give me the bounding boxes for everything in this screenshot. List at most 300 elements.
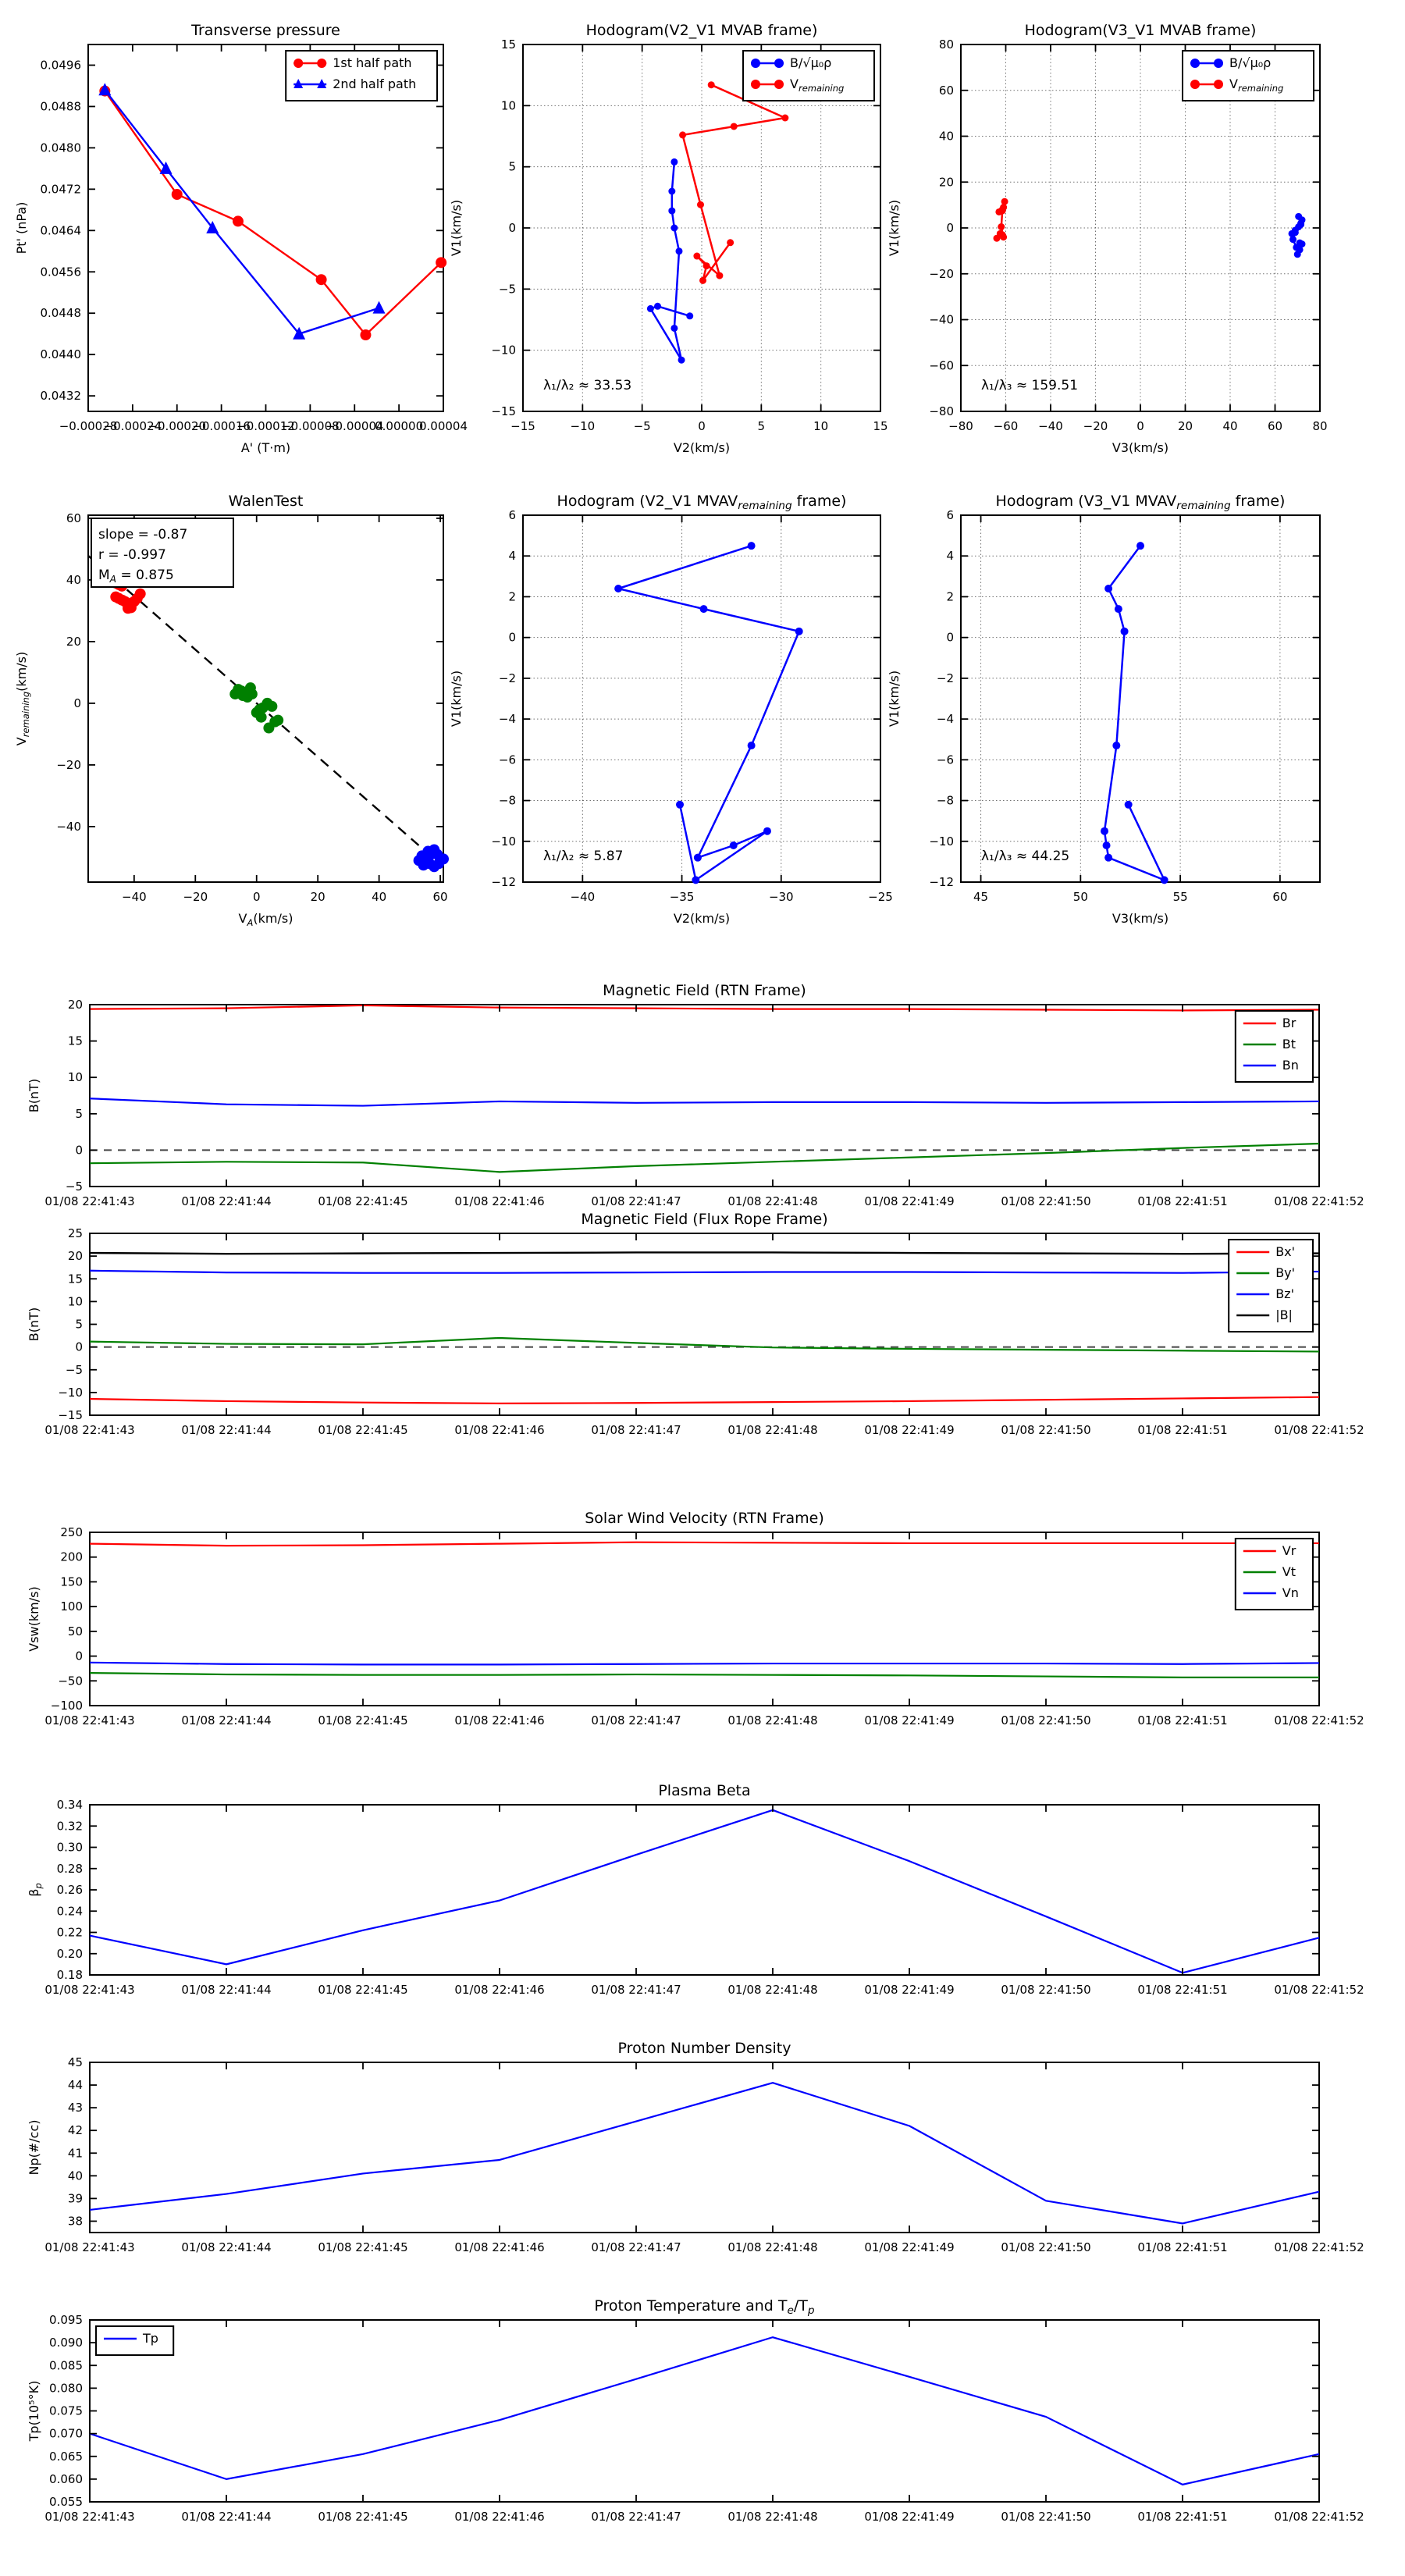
x-tick-label: −0.00012	[237, 419, 295, 433]
circle-marker	[763, 827, 771, 835]
y-tick-label: 0.20	[56, 1946, 83, 1961]
circle-marker	[676, 801, 684, 809]
x-tick-label: −40	[122, 890, 147, 904]
circle-marker	[1214, 59, 1223, 68]
plot-area	[90, 1233, 1319, 1415]
x-tick-label: 01/08 22:41:43	[44, 1194, 135, 1208]
y-tick-label: −4	[498, 712, 516, 727]
circle-marker	[781, 115, 788, 122]
x-tick-label: 01/08 22:41:43	[44, 1983, 135, 1997]
legend-box	[1229, 1240, 1313, 1332]
stats-line: slope = -0.87	[98, 527, 188, 543]
circle-marker	[316, 274, 327, 285]
chart-transverse-pressure	[6, 5, 514, 478]
x-tick-label: 01/08 22:41:43	[44, 1713, 135, 1727]
y-tick-label: −8	[498, 793, 516, 808]
circle-marker	[703, 262, 710, 269]
chart-hodogram-v2v1-mvav	[441, 476, 951, 948]
x-tick-label: 0	[698, 419, 706, 433]
x-tick-label: 01/08 22:41:50	[1001, 1194, 1091, 1208]
legend-label: $V_{remaining}$	[1229, 76, 1284, 94]
y-tick-label: 0	[508, 221, 516, 235]
y-tick-label: 0.075	[49, 2403, 83, 2418]
x-tick-label: 01/08 22:41:45	[318, 1713, 408, 1727]
legend-label: Vn	[1282, 1585, 1299, 1600]
y-tick-label: 4	[946, 549, 954, 564]
plot-area	[90, 2062, 1319, 2233]
y-tick-label: 0	[946, 221, 954, 235]
y-axis-label: $V_{remaining}(km/s)$	[14, 651, 31, 746]
chart-title: Proton Temperature and $T_e/T_p$	[594, 2297, 815, 2317]
x-tick-label: 01/08 22:41:44	[181, 1194, 272, 1208]
x-tick-label: 01/08 22:41:46	[454, 1983, 545, 1997]
y-tick-label: 0.30	[56, 1840, 83, 1855]
circle-marker	[716, 272, 723, 279]
chart-title: Magnetic Field (Flux Rope Frame)	[581, 1211, 828, 1228]
y-tick-label: 0.0496	[40, 58, 81, 73]
circle-marker	[730, 841, 738, 849]
x-tick-label: 01/08 22:41:47	[591, 1423, 681, 1437]
y-tick-label: 42	[67, 2123, 83, 2138]
chart-title: Hodogram (V3_V1 $MVAV_{remaining}$ frame)	[995, 493, 1286, 512]
legend-label: 2nd half path	[333, 76, 417, 91]
x-tick-label: 01/08 22:41:45	[318, 1423, 408, 1437]
y-tick-label: 0.0456	[40, 265, 81, 279]
x-tick-label: 01/08 22:41:44	[181, 2510, 272, 2524]
x-tick-label: 01/08 22:41:52	[1274, 2240, 1364, 2254]
y-tick-label: 43	[67, 2101, 83, 2115]
legend-label: Bx'	[1275, 1244, 1296, 1259]
chart-proton-temperature	[8, 2281, 1389, 2568]
circle-marker	[999, 206, 1006, 213]
x-tick-label: −0.00008	[281, 419, 340, 433]
y-tick-label: 200	[60, 1550, 83, 1564]
circle-marker	[998, 223, 1005, 230]
x-tick-label: 01/08 22:41:45	[318, 2510, 408, 2524]
x-tick-label: 01/08 22:41:46	[454, 2240, 545, 2254]
chart-title: Hodogram (V2_V1 $MVAV_{remaining}$ frame)	[557, 493, 847, 512]
y-tick-label: 60	[66, 511, 81, 525]
y-tick-label: 0.070	[49, 2426, 83, 2441]
x-tick-label: −20	[183, 890, 208, 904]
y-tick-label: −4	[936, 712, 954, 727]
y-tick-label: −6	[498, 753, 516, 767]
x-tick-label: 01/08 22:41:49	[864, 1713, 955, 1727]
chart-hodogram-v3v1-mvab	[879, 5, 1390, 478]
y-tick-label: 20	[66, 634, 81, 649]
x-tick-label: 80	[1312, 419, 1328, 433]
y-tick-label: −80	[929, 404, 954, 418]
x-tick-label: 01/08 22:41:43	[44, 1423, 135, 1437]
y-tick-label: 100	[60, 1599, 83, 1614]
x-tick-label: −5	[633, 419, 651, 433]
x-tick-label: 01/08 22:41:43	[44, 2240, 135, 2254]
x-tick-label: −30	[768, 890, 794, 904]
x-tick-label: 60	[1267, 419, 1283, 433]
y-tick-label: −5	[65, 1179, 83, 1194]
chart-title: Plasma Beta	[658, 1782, 751, 1799]
circle-marker	[1292, 229, 1299, 236]
x-tick-label: 50	[1072, 890, 1088, 904]
y-tick-label: 25	[67, 1226, 83, 1240]
y-tick-label: −12	[929, 875, 954, 889]
circle-marker	[774, 80, 784, 89]
x-tick-label: 01/08 22:41:45	[318, 1194, 408, 1208]
circle-marker	[1161, 876, 1168, 884]
x-tick-label: −0.00024	[103, 419, 162, 433]
circle-marker	[670, 158, 678, 165]
x-tick-label: 5	[757, 419, 766, 433]
y-tick-label: −20	[56, 757, 81, 772]
legend-label: By'	[1275, 1265, 1296, 1280]
lambda-annotation: λ₁/λ₃ ≈ 159.51	[981, 378, 1079, 393]
x-tick-label: 20	[310, 890, 325, 904]
x-tick-label: 60	[1272, 890, 1288, 904]
y-tick-label: 6	[508, 508, 516, 522]
x-tick-label: 01/08 22:41:52	[1274, 2510, 1364, 2524]
x-tick-label: 01/08 22:41:52	[1274, 1194, 1364, 1208]
y-tick-label: 0.0488	[40, 99, 81, 114]
chart-title: Hodogram(V2_V1 MVAB frame)	[585, 22, 818, 39]
circle-marker	[699, 277, 706, 284]
y-tick-label: 0	[73, 696, 81, 710]
y-tick-label: 20	[67, 998, 83, 1012]
x-tick-label: −0.00020	[148, 419, 207, 433]
legend-label: Tp	[143, 2331, 158, 2346]
x-tick-label: 01/08 22:41:48	[727, 1423, 818, 1437]
legend-box	[1236, 1011, 1313, 1082]
x-tick-label: 01/08 22:41:49	[864, 1423, 955, 1437]
x-tick-label: 0	[252, 890, 261, 904]
y-tick-label: 15	[500, 37, 516, 52]
y-tick-label: 10	[67, 1070, 83, 1085]
y-tick-label: −100	[50, 1699, 83, 1713]
y-tick-label: −5	[498, 282, 516, 297]
circle-marker	[748, 542, 756, 550]
chart-title: Proton Number Density	[617, 2040, 791, 2057]
y-tick-label: 20	[67, 1249, 83, 1264]
y-tick-label: 80	[938, 37, 954, 52]
y-tick-label: 4	[508, 549, 516, 564]
legend-label: Br	[1282, 1016, 1297, 1030]
chart-title: Transverse pressure	[191, 22, 340, 39]
y-tick-label: −8	[936, 793, 954, 808]
y-tick-label: 60	[938, 83, 954, 98]
circle-marker	[1121, 628, 1129, 635]
y-tick-label: 0	[946, 630, 954, 645]
y-tick-label: 0.0472	[40, 182, 81, 197]
x-tick-label: 01/08 22:41:50	[1001, 1983, 1091, 1997]
x-tick-label: −0.00016	[192, 419, 251, 433]
x-axis-label: V2(km/s)	[673, 440, 731, 455]
y-tick-label: 45	[67, 2055, 83, 2069]
plot-area	[90, 1805, 1319, 1975]
y-tick-label: 0.34	[56, 1798, 83, 1812]
x-tick-label: 01/08 22:41:45	[318, 1983, 408, 1997]
y-axis-label: V1(km/s)	[449, 670, 464, 728]
y-tick-label: 0	[75, 1649, 83, 1663]
chart-title: Solar Wind Velocity (RTN Frame)	[585, 1510, 824, 1527]
x-tick-label: −0.00028	[59, 419, 118, 433]
legend-label: Vr	[1282, 1543, 1297, 1558]
legend-label: Bt	[1282, 1037, 1297, 1051]
y-tick-label: −10	[491, 343, 516, 358]
x-tick-label: −40	[1038, 419, 1063, 433]
y-tick-label: −40	[56, 819, 81, 834]
x-tick-label: 01/08 22:41:50	[1001, 2240, 1091, 2254]
x-tick-label: 01/08 22:41:51	[1137, 2510, 1228, 2524]
circle-marker	[708, 81, 715, 88]
stats-line: $M_A = 0.875$	[98, 568, 174, 585]
circle-marker	[1190, 80, 1200, 89]
x-tick-label: 01/08 22:41:50	[1001, 2510, 1091, 2524]
y-tick-label: 50	[67, 1624, 83, 1638]
legend-box	[96, 2326, 173, 2355]
y-tick-label: 0.060	[49, 2471, 83, 2486]
y-axis-label: V1(km/s)	[887, 670, 902, 728]
lambda-annotation: λ₁/λ₃ ≈ 44.25	[981, 849, 1070, 864]
circle-marker	[1214, 80, 1223, 89]
y-tick-label: −50	[58, 1674, 83, 1688]
x-tick-label: 01/08 22:41:49	[864, 1983, 955, 1997]
plot-area	[90, 2320, 1319, 2502]
x-tick-label: 40	[1222, 419, 1238, 433]
circle-marker	[694, 854, 702, 862]
circle-marker	[1136, 542, 1144, 550]
circle-marker	[679, 131, 686, 138]
y-tick-label: 41	[67, 2146, 83, 2161]
y-tick-label: −6	[936, 753, 954, 767]
y-tick-label: 150	[60, 1574, 83, 1589]
circle-marker	[670, 325, 678, 332]
x-tick-label: 01/08 22:41:51	[1137, 1423, 1228, 1437]
x-tick-label: −0.00004	[325, 419, 384, 433]
y-tick-label: 2	[508, 589, 516, 604]
y-tick-label: 38	[67, 2214, 83, 2229]
circle-marker	[774, 59, 784, 68]
y-tick-label: 0	[75, 1340, 83, 1354]
x-tick-label: 0.00004	[418, 419, 468, 433]
circle-marker	[668, 208, 675, 215]
circle-marker	[1101, 827, 1108, 835]
scatter-point	[266, 701, 277, 712]
x-tick-label: −20	[1083, 419, 1108, 433]
y-tick-label: −2	[936, 671, 954, 685]
plot-area	[961, 515, 1320, 882]
x-tick-label: 01/08 22:41:47	[591, 2240, 681, 2254]
y-tick-label: −10	[58, 1385, 83, 1400]
y-tick-label: 40	[66, 572, 81, 587]
x-tick-label: 01/08 22:41:52	[1274, 1423, 1364, 1437]
y-tick-label: −12	[491, 875, 516, 889]
x-tick-label: 01/08 22:41:48	[727, 2240, 818, 2254]
circle-marker	[748, 742, 756, 749]
circle-marker	[1294, 251, 1301, 258]
x-tick-label: 01/08 22:41:49	[864, 1194, 955, 1208]
x-tick-label: −60	[993, 419, 1019, 433]
circle-marker	[1297, 221, 1304, 228]
chart-plasma-beta	[8, 1766, 1389, 2041]
circle-marker	[1295, 213, 1302, 220]
y-tick-label: 15	[67, 1272, 83, 1286]
y-tick-label: 0.32	[56, 1819, 83, 1834]
chart-title: Magnetic Field (RTN Frame)	[603, 982, 806, 999]
y-tick-label: 0.28	[56, 1861, 83, 1876]
circle-marker	[172, 189, 183, 200]
x-tick-label: 10	[813, 419, 829, 433]
x-axis-label: $V_A(km/s)$	[238, 911, 293, 928]
chart-title: WalenTest	[228, 493, 304, 510]
y-tick-label: 0.26	[56, 1883, 83, 1897]
x-tick-label: 40	[372, 890, 387, 904]
x-tick-label: 01/08 22:41:47	[591, 2510, 681, 2524]
y-tick-label: 0.055	[49, 2495, 83, 2509]
x-tick-label: 60	[432, 890, 448, 904]
x-tick-label: 45	[973, 890, 989, 904]
x-tick-label: 01/08 22:41:52	[1274, 1983, 1364, 1997]
y-tick-label: 0.085	[49, 2358, 83, 2373]
chart-proton-number-density	[8, 2023, 1389, 2299]
circle-marker	[1104, 854, 1112, 862]
x-tick-label: 01/08 22:41:46	[454, 1423, 545, 1437]
x-tick-label: 01/08 22:41:45	[318, 2240, 408, 2254]
scatter-point	[135, 589, 146, 600]
legend-box	[1236, 1539, 1313, 1610]
y-tick-label: 10	[500, 98, 516, 113]
stats-line: r = -0.997	[98, 547, 166, 563]
x-tick-label: 01/08 22:41:50	[1001, 1713, 1091, 1727]
chart-solar-wind-velocity	[8, 1493, 1389, 1772]
y-tick-label: −5	[65, 1362, 83, 1377]
x-tick-label: −80	[948, 419, 973, 433]
x-axis-label: V2(km/s)	[673, 911, 731, 926]
lambda-annotation: λ₁/λ₂ ≈ 5.87	[543, 849, 624, 864]
y-tick-label: 39	[67, 2191, 83, 2206]
y-tick-label: −2	[498, 671, 516, 685]
chart-hodogram-v3v1-mvav	[879, 476, 1390, 948]
y-tick-label: 10	[67, 1294, 83, 1309]
y-tick-label: 2	[946, 589, 954, 604]
y-tick-label: 0.090	[49, 2336, 83, 2350]
circle-marker	[693, 253, 700, 260]
y-axis-label: Pt' (nPa)	[14, 201, 29, 254]
y-tick-label: 0.0440	[40, 347, 81, 362]
circle-marker	[692, 876, 699, 884]
y-tick-label: −15	[58, 1408, 83, 1422]
y-axis-label: V1(km/s)	[449, 199, 464, 257]
x-tick-label: 01/08 22:41:52	[1274, 1713, 1364, 1727]
circle-marker	[1001, 198, 1008, 205]
x-axis-label: A' (T·m)	[240, 440, 291, 455]
circle-marker	[675, 247, 682, 254]
circle-marker	[1115, 605, 1122, 613]
y-tick-label: 0.095	[49, 2313, 83, 2327]
x-tick-label: 01/08 22:41:46	[454, 2510, 545, 2524]
legend-label: Vt	[1282, 1564, 1297, 1579]
y-tick-label: 0.18	[56, 1968, 83, 1982]
x-tick-label: 01/08 22:41:46	[454, 1194, 545, 1208]
y-axis-label: $\beta_p$	[27, 1883, 44, 1897]
y-tick-label: 0.22	[56, 1925, 83, 1940]
y-tick-label: 0.24	[56, 1904, 83, 1919]
x-tick-label: −25	[868, 890, 893, 904]
legend-label: B/√μ₀ρ	[1229, 55, 1272, 70]
legend-label: B/√μ₀ρ	[790, 55, 832, 70]
y-tick-label: 44	[67, 2078, 83, 2093]
circle-marker	[654, 303, 661, 310]
y-tick-label: 0.065	[49, 2449, 83, 2464]
chart-magnetic-field-fluxrope	[8, 1194, 1389, 1482]
x-tick-label: −40	[570, 890, 596, 904]
circle-marker	[731, 123, 738, 130]
circle-marker	[678, 357, 685, 364]
x-tick-label: −10	[570, 419, 596, 433]
circle-marker	[1297, 240, 1304, 247]
x-tick-label: 01/08 22:41:48	[727, 1983, 818, 1997]
x-tick-label: 01/08 22:41:44	[181, 1423, 272, 1437]
circle-marker	[317, 59, 326, 68]
x-tick-label: −35	[669, 890, 695, 904]
circle-marker	[360, 329, 371, 340]
circle-marker	[686, 312, 693, 319]
y-axis-label: Vsw(km/s)	[27, 1586, 41, 1652]
x-axis-label: V3(km/s)	[1112, 911, 1169, 926]
circle-marker	[614, 585, 622, 592]
y-tick-label: 0.0464	[40, 223, 81, 238]
y-tick-label: −60	[929, 358, 954, 373]
circle-marker	[1104, 585, 1112, 592]
y-tick-label: 6	[946, 508, 954, 522]
legend-label: Bn	[1282, 1058, 1299, 1073]
y-tick-label: −10	[491, 834, 516, 849]
y-tick-label: 15	[67, 1034, 83, 1048]
legend-label: |B|	[1275, 1308, 1293, 1322]
y-tick-label: −40	[929, 312, 954, 327]
x-tick-label: 0	[1136, 419, 1144, 433]
x-tick-label: 01/08 22:41:48	[727, 1194, 818, 1208]
legend-label: $V_{remaining}$	[790, 76, 845, 94]
circle-marker	[668, 188, 675, 195]
plot-area	[523, 515, 880, 882]
x-tick-label: 01/08 22:41:51	[1137, 1713, 1228, 1727]
circle-marker	[233, 215, 244, 226]
x-tick-label: 01/08 22:41:51	[1137, 1194, 1228, 1208]
plot-area	[90, 1005, 1319, 1187]
lambda-annotation: λ₁/λ₂ ≈ 33.53	[543, 378, 632, 393]
x-tick-label: 01/08 22:41:47	[591, 1194, 681, 1208]
y-tick-label: 0.0432	[40, 389, 81, 404]
circle-marker	[727, 239, 734, 246]
circle-marker	[293, 59, 303, 68]
circle-marker	[697, 201, 704, 208]
circle-marker	[1125, 801, 1133, 809]
y-tick-label: 250	[60, 1525, 83, 1539]
y-tick-label: 0.0448	[40, 306, 81, 321]
x-tick-label: 01/08 22:41:50	[1001, 1423, 1091, 1437]
y-tick-label: 5	[75, 1317, 83, 1332]
x-tick-label: 55	[1172, 890, 1188, 904]
x-tick-label: 01/08 22:41:44	[181, 2240, 272, 2254]
x-tick-label: 01/08 22:41:51	[1137, 1983, 1228, 1997]
y-axis-label: B(nT)	[27, 1307, 41, 1342]
x-tick-label: 01/08 22:41:51	[1137, 2240, 1228, 2254]
y-axis-label: V1(km/s)	[887, 199, 902, 257]
y-tick-label: 40	[938, 129, 954, 144]
x-tick-label: 15	[873, 419, 888, 433]
circle-marker	[751, 59, 760, 68]
chart-hodogram-v2v1-mvab	[441, 5, 951, 478]
y-tick-label: −15	[491, 404, 516, 418]
